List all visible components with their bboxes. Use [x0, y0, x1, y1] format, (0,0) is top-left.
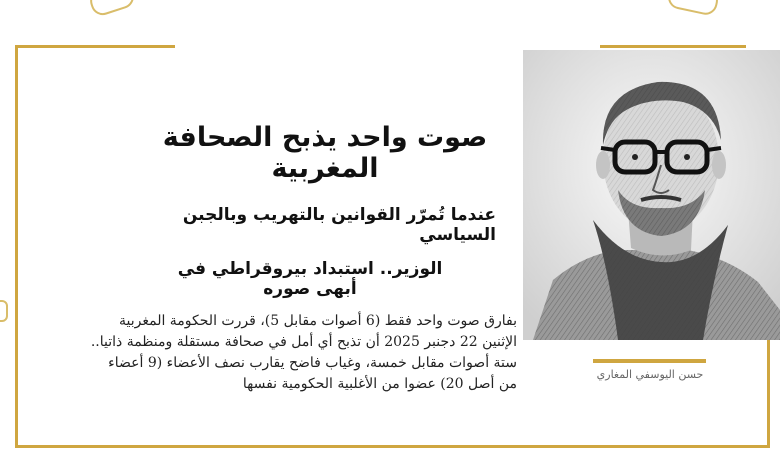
caption-underline: [593, 359, 706, 363]
frame-left-border: [15, 45, 18, 447]
decorative-swirl-top-left: [87, 0, 137, 18]
frame-right-border: [767, 330, 770, 448]
article-subheading-1: عندما تُمرّر القوانين بالتهريب وبالجبن السياسي: [182, 205, 496, 245]
author-caption: حسن اليوسفي المغاري: [596, 368, 704, 381]
article-body: [24, 311, 517, 395]
body-line: بفارق صوت واحد فقط (6 أصوات مقابل 5)، قررت الحكومة المغربية: [119, 313, 517, 329]
frame-top-border: [15, 45, 175, 48]
photo-top-border: [600, 45, 746, 48]
author-portrait: [523, 50, 780, 340]
decorative-swirl-top-right: [666, 0, 720, 17]
article-headline: صوت واحد يذبح الصحافة المغربية: [162, 122, 488, 184]
body-line: ستة أصوات مقابل خمسة، وغياب فاضح يقارب نصف الأعضاء (9 أعضاء: [108, 355, 517, 371]
body-line: الإثنين 22 دجنبر 2025 أن تذبح أي أمل في صحافة مستقلة ومنظمة ذاتيا..: [90, 334, 517, 350]
decorative-swirl-left: [0, 300, 8, 322]
body-line: من أصل 20) عضوا من الأغلبية الحكومية نفسها: [242, 376, 517, 392]
frame-bottom-border: [15, 445, 770, 448]
article-subheading-2: الوزير.. استبداد بيروقراطي في أبهى صوره: [177, 259, 443, 299]
